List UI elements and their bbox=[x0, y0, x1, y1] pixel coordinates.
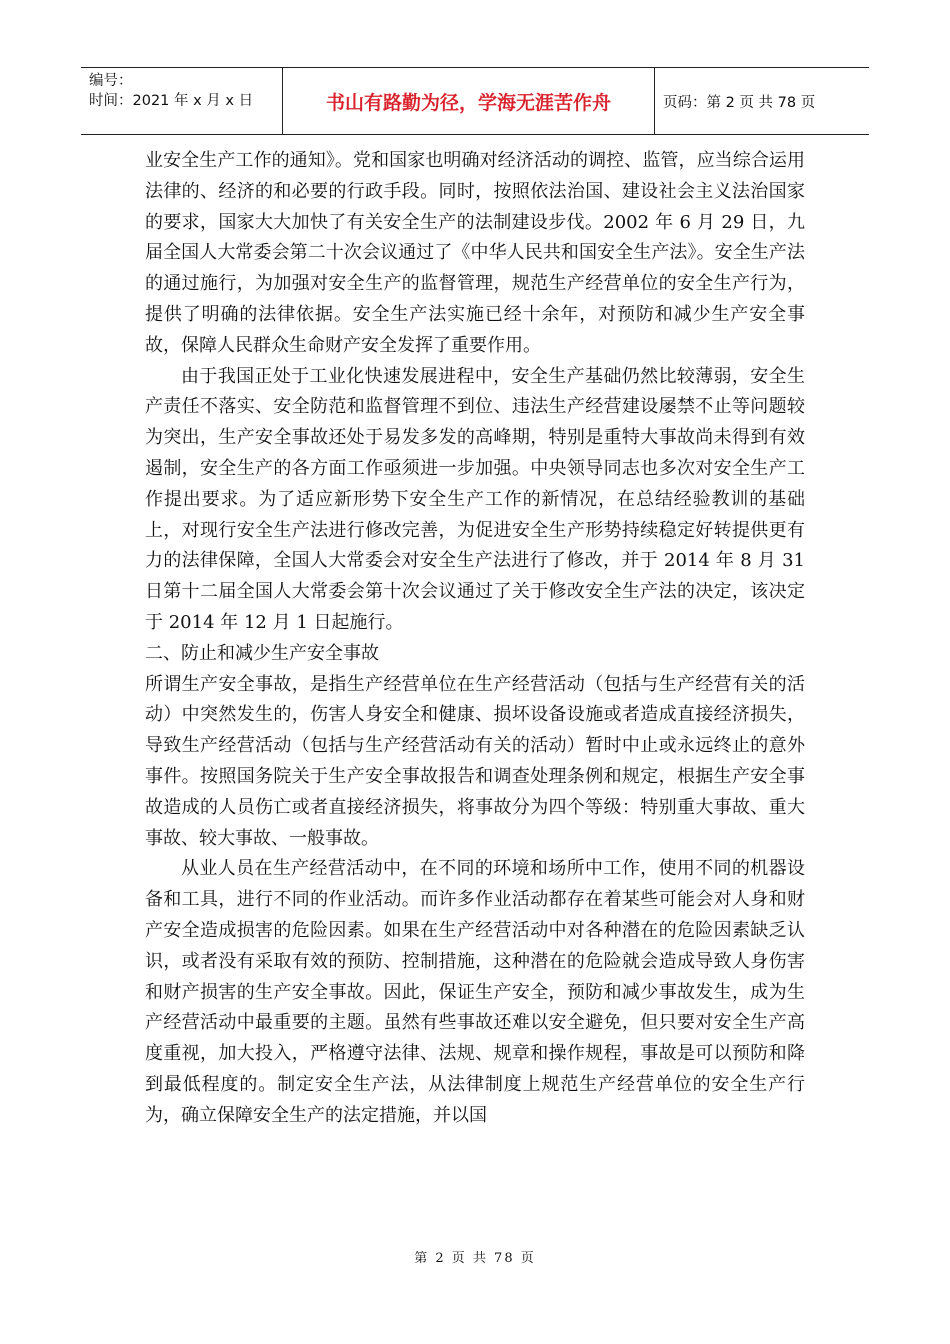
page-footer: 第 2 页 共 78 页 bbox=[414, 1251, 536, 1266]
document-time-label: 时间：2021 年 x 月 x 日 bbox=[89, 93, 254, 109]
page-header bbox=[81, 67, 869, 135]
document-number-label: 编号： bbox=[89, 73, 133, 89]
section-heading: 二、防止和减少生产安全事故 bbox=[145, 642, 379, 664]
header-motto: 书山有路勤为径，学海无涯苦作舟 bbox=[283, 68, 655, 134]
header-page-info: 页码：第 2 页 共 78 页 bbox=[663, 94, 816, 111]
header-meta bbox=[81, 68, 283, 134]
paragraph: 由于我国正处于工业化快速发展进程中，安全生产基础仍然比较薄弱，安全生产责任不落实、安全防范和监督管理不到位、违法生产经营建设屡禁不止等问题较为突出，生产安全事故还处于易发多发的高峰期，特别是重特大事故尚未得到有效遏制，安全生产的各方面工作亟须进一步加强。中央领导同志也多次对安全生产工作提出要求。为了适应新形势下安全生产工作的新情况，在总结经验教训的基础上，对现行安全生产法进行修改完善，为促进安全生产形势持续稳定好转提供更有力的法律保障，全国人大常委会对安全生产法进行了修改，并于 2014 年 8 月 31 日第十二届全国人大常委会第十次会议通过了关于修改安全生产法的决定，该决定于 2014 年 12 月 1 日起施行。 bbox=[145, 365, 805, 633]
paragraph: 从业人员在生产经营活动中，在不同的环境和场所中工作，使用不同的机器设备和工具，进行不同的作业活动。而许多作业活动都存在着某些可能会对人身和财产安全造成损害的危险因素。如果在生产经营活动中对各种潜在的危险因素缺乏认识，或者没有采取有效的预防、控制措施，这种潜在的危险就会造成导致人身伤害和财产损害的生产安全事故。因此，保证生产安全，预防和减少事故发生，成为生产经营活动中最重要的主题。虽然有些事故还难以安全避免，但只要对安全生产高度重视，加大投入，严格遵守法律、法规、规章和操作规程，事故是可以预防和降到最低程度的。制定安全生产法，从法律制度上规范生产经营单位的安全生产行为，确立保障安全生产的法定措施，并以国 bbox=[145, 858, 805, 1126]
paragraph: 所谓生产安全事故，是指生产经营单位在生产经营活动（包括与生产经营有关的活动）中突然发生的，伤害人身安全和健康、损坏设备设施或者造成直接经济损失，导致生产经营活动（包括与生产经营活动有关的活动）暂时中止或永远终止的意外事件。按照国务院关于生产安全事故报告和调查处理条例和规定，根据生产安全事故造成的人员伤亡或者直接经济损失，将事故分为四个等级：特别重大事故、重大事故、较大事故、一般事故。 bbox=[145, 673, 805, 849]
document-body bbox=[145, 146, 805, 1132]
paragraph-continuation: 业安全生产工作的通知》。党和国家也明确对经济活动的调控、监管，应当综合运用法律的、经济的和必要的行政手段。同时，按照依法治国、建设社会主义法治国家的要求，国家大大加快了有关安全生产的法制建设步伐。2002 年 6 月 29 日，九届全国人大常委会第二十次会议通过了《中华人民共和国安全生产法》。安全生产法的通过施行，为加强对安全生产的监督管理，规范生产经营单位的安全生产行为，提供了明确的法律依据。安全生产法实施已经十余年，对预防和减少生产安全事故，保障人民群众生命财产安全发挥了重要作用。 bbox=[145, 150, 805, 356]
